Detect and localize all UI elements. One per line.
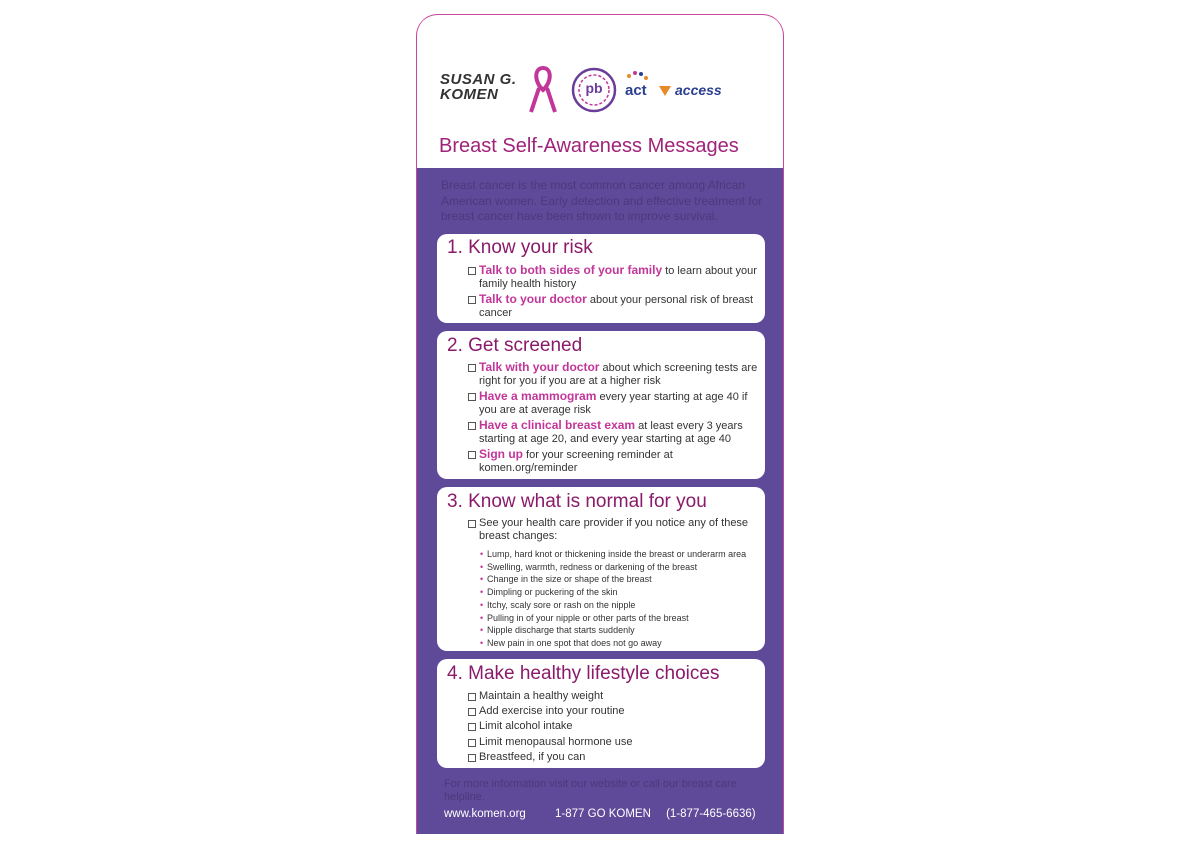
pink-ribbon-icon <box>528 64 558 116</box>
checkbox-icon[interactable] <box>468 723 476 731</box>
list-item: • Pulling in of your nipple or other parts of the breast <box>480 612 765 625</box>
checkbox-icon[interactable] <box>468 267 476 275</box>
checklist-item: Have a clinical breast exam at least every 3 years starting at age 20, and every year starting at age 40 <box>468 419 763 446</box>
pb-logo-icon <box>570 66 618 114</box>
checkbox-icon[interactable] <box>468 693 476 701</box>
checkbox-icon[interactable] <box>468 754 476 762</box>
awareness-card <box>416 14 784 834</box>
section-lifestyle <box>437 659 765 768</box>
checklist-item: Talk to your doctor about your personal risk of breast cancer <box>468 293 763 320</box>
checkbox-icon[interactable] <box>468 296 476 304</box>
footer-info: For more information visit our website or call our breast care helpline. <box>444 778 737 803</box>
checklist-item: Have a mammogram every year starting at age 40 if you are at average risk <box>468 390 763 417</box>
section-heading: 2. Get screened <box>447 335 583 356</box>
checkbox-icon[interactable] <box>468 451 476 459</box>
section-heading: 3. Know what is normal for you <box>447 491 707 512</box>
section-know-normal <box>437 487 765 651</box>
list-item: • Itchy, scaly sore or rash on the nipple <box>480 599 765 612</box>
phone-link[interactable]: 1-877 GO KOMEN <box>555 808 651 820</box>
checklist-item: See your health care provider if you notice any of these breast changes: <box>468 517 763 543</box>
section-heading: 4. Make healthy lifestyle choices <box>447 663 720 684</box>
checkbox-icon[interactable] <box>468 422 476 430</box>
checklist-item: Talk with your doctor about which screening tests are right for you if you are at a higher risk <box>468 361 763 388</box>
act-logo <box>623 70 653 109</box>
section-get-screened <box>437 331 765 479</box>
access-logo <box>659 82 722 98</box>
intro-text: Breast cancer is the most common cancer among African American women. Early detection and effective treatment for breast cancer have been shown to improve survival. <box>441 178 763 223</box>
komen-logo <box>440 72 555 112</box>
checkbox-icon[interactable] <box>468 739 476 747</box>
komen-logo-line2: KOMEN <box>440 86 499 103</box>
checkbox-icon[interactable] <box>468 393 476 401</box>
checkbox-icon[interactable] <box>468 708 476 716</box>
footer-contact <box>444 808 784 820</box>
phone-numeric: (1-877-465-6636) <box>666 808 756 820</box>
checklist-item: Limit alcohol intake <box>468 720 763 733</box>
komen-logo-line1: SUSAN G. <box>440 71 517 88</box>
act-logo-text: act <box>625 82 647 99</box>
checkbox-icon[interactable] <box>468 520 476 528</box>
section-heading: 1. Know your risk <box>447 237 593 258</box>
access-triangle-icon <box>659 86 671 96</box>
checklist-item: Maintain a healthy weight <box>468 690 763 703</box>
checkbox-icon[interactable] <box>468 364 476 372</box>
list-item: • New pain in one spot that does not go away <box>480 637 765 650</box>
list-item: • Change in the size or shape of the breast <box>480 573 765 586</box>
list-item: • Dimpling or puckering of the skin <box>480 586 765 599</box>
list-item: • Lump, hard knot or thickening inside the breast or underarm area <box>480 548 765 561</box>
checklist-item: Talk to both sides of your family to learn about your family health history <box>468 264 763 291</box>
list-item: • Nipple discharge that starts suddenly <box>480 624 765 637</box>
breast-changes-list <box>480 548 765 650</box>
checklist-item: Add exercise into your routine <box>468 705 763 718</box>
page-title: Breast Self-Awareness Messages <box>439 135 739 157</box>
checklist-item: Limit menopausal hormone use <box>468 736 763 749</box>
website-link[interactable]: www.komen.org <box>444 808 526 820</box>
svg-text:pb: pb <box>585 80 603 96</box>
checklist-item: Breastfeed, if you can <box>468 751 763 764</box>
section-know-risk <box>437 234 765 323</box>
checklist-item: Sign up for your screening reminder at komen.org/reminder <box>468 448 763 475</box>
list-item: • Swelling, warmth, redness or darkening of the breast <box>480 561 765 574</box>
access-logo-text: access <box>675 82 722 98</box>
